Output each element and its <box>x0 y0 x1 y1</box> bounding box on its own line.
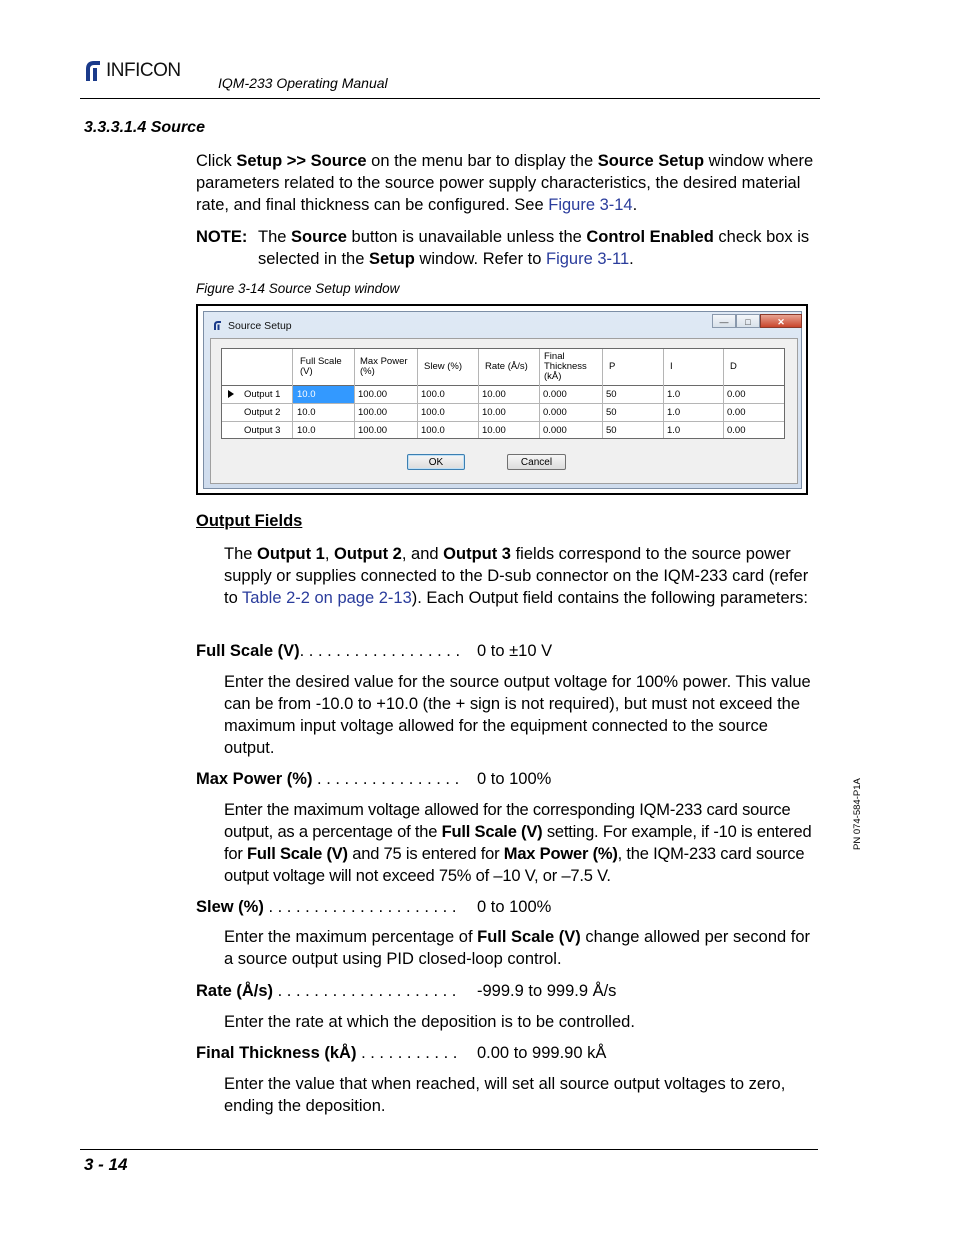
text: The <box>258 228 292 246</box>
bold-text: Output 3 <box>443 545 511 563</box>
column-header[interactable]: D <box>730 360 737 372</box>
column-header[interactable]: I <box>670 360 673 372</box>
param-name: Final Thickness (kÅ) <box>196 1044 357 1062</box>
part-number: PN 074-584-P1A <box>852 778 863 850</box>
menu-path: Setup >> Source <box>236 152 367 170</box>
grid-cell[interactable]: 100.00 <box>358 407 388 418</box>
window-controls <box>712 314 802 330</box>
text: window where parameters related to the source power supply characteristics, the desired material rate, and final thickness can be configured. See <box>196 152 814 214</box>
logo-text: INFICON <box>106 60 181 81</box>
param-final-thickness <box>196 1044 457 1063</box>
grid-cell[interactable]: 50 <box>606 407 617 418</box>
param-range: 0 to 100% <box>477 770 552 788</box>
inficon-logo-mark-icon <box>82 59 104 83</box>
text: on the menu bar to display the <box>366 152 598 170</box>
final-thickness-description: Enter the value that when reached, will set all source output voltages to zero, ending the deposition. <box>224 1075 786 1115</box>
text: , the IQM-233 card source output voltage will not exceed 75% of –10 V, or –7.5 V. <box>224 845 805 885</box>
grid-line <box>417 349 418 438</box>
text: ). Each Output field contains the following parameters: <box>411 589 808 607</box>
bold-text: Output 2 <box>334 545 402 563</box>
param-name: Full Scale (V) <box>196 642 300 660</box>
grid-line <box>602 349 603 438</box>
grid-cell[interactable]: 10.0 <box>297 407 316 418</box>
grid-cell[interactable]: 10.00 <box>482 407 506 418</box>
param-range: 0.00 to 999.90 kÅ <box>477 1044 607 1062</box>
grid-cell[interactable]: 10.00 <box>482 425 506 436</box>
leader-dots: . . . . . . . . . . . . . . . . . . <box>299 642 461 660</box>
grid-cell[interactable]: 0.00 <box>727 407 746 418</box>
bold-text: Control Enabled <box>586 228 714 246</box>
rate-description: Enter the rate at which the deposition is to be controlled. <box>224 1013 635 1031</box>
ok-button[interactable]: OK <box>407 454 465 470</box>
text: . <box>632 196 638 214</box>
grid-line <box>723 349 724 438</box>
bold-text: Source <box>291 228 347 246</box>
grid-cell[interactable]: 10.0 <box>297 425 316 436</box>
text: Enter the maximum percentage of <box>224 928 478 946</box>
note-text <box>258 226 818 270</box>
param-name: Max Power (%) <box>196 770 313 788</box>
row-label: Output 3 <box>244 425 281 436</box>
figure-link[interactable]: Figure 3-14 <box>548 196 633 214</box>
output-fields-paragraph <box>224 543 818 609</box>
grid-cell[interactable]: 50 <box>606 425 617 436</box>
row-label: Output 2 <box>244 407 281 418</box>
param-slew <box>196 898 456 917</box>
column-header[interactable]: Final Thickness (kÅ) <box>544 350 587 382</box>
minimize-icon[interactable]: — <box>712 314 736 328</box>
figure-caption: Figure 3-14 Source Setup window <box>196 281 400 296</box>
bold-text: Full Scale (V) <box>441 823 543 841</box>
grid-cell[interactable]: 10.0 <box>297 389 316 400</box>
current-row-arrow-icon <box>228 390 234 398</box>
inficon-logo <box>82 59 181 83</box>
param-range: 0 to ±10 V <box>477 642 553 660</box>
grid-cell[interactable]: 1.0 <box>667 389 681 400</box>
param-rate <box>196 982 456 1001</box>
section-title: 3.3.3.1.4 Source <box>84 119 205 136</box>
cancel-button[interactable]: Cancel <box>507 454 566 470</box>
grid-line <box>663 349 664 438</box>
text: setting. For example, if -10 is entered for <box>224 823 812 863</box>
grid-cell[interactable]: 100.00 <box>358 425 388 436</box>
column-header[interactable]: Full Scale (V) <box>300 355 342 377</box>
grid-line <box>478 349 479 438</box>
full-scale-description: Enter the desired value for the source output voltage for 100% power. This value can be from -10.0 to +10.0 (the + sign is not required), but must not exceed the maximum input voltage allowed for the equipment connected to the source output. <box>224 673 811 757</box>
grid-line <box>539 349 540 438</box>
leader-dots: . . . . . . . . . . . . . . . . . . . . . <box>268 898 457 916</box>
leader-dots: . . . . . . . . . . . <box>361 1044 458 1062</box>
bold-text: Output 1 <box>257 545 325 563</box>
column-header[interactable]: Slew (%) <box>424 360 463 372</box>
row-label: Output 1 <box>244 389 281 400</box>
grid-cell[interactable]: 50 <box>606 389 617 400</box>
text: change allowed per second for a source output using PID closed-loop control. <box>224 928 811 968</box>
text: button is unavailable unless the <box>346 228 587 246</box>
text: Enter the maximum voltage allowed for the corresponding IQM-233 card source output, as a percentage of the <box>224 801 791 841</box>
text: , and <box>401 545 444 563</box>
grid-cell[interactable]: 0.00 <box>727 425 746 436</box>
grid-cell[interactable]: 10.00 <box>482 389 506 400</box>
maximize-icon[interactable]: □ <box>736 314 760 328</box>
column-header[interactable]: Max Power (%) <box>360 355 408 377</box>
manual-title: IQM-233 Operating Manual <box>218 75 388 91</box>
grid-cell[interactable]: 0.000 <box>543 407 567 418</box>
page-number: 3 - 14 <box>84 1155 128 1174</box>
max-power-description <box>224 799 818 887</box>
grid-cell[interactable]: 0.000 <box>543 389 567 400</box>
param-range: 0 to 100% <box>477 898 552 916</box>
text: . <box>629 250 634 268</box>
text: window. Refer to <box>414 250 546 268</box>
grid-line <box>354 349 355 438</box>
figure-link[interactable]: Figure 3-11 <box>546 250 630 268</box>
leader-dots: . . . . . . . . . . . . . . . . . . . . <box>277 982 457 1000</box>
column-header[interactable]: Rate (Å/s) <box>485 360 528 372</box>
grid-cell[interactable]: 1.0 <box>667 407 681 418</box>
bold-text: Setup <box>369 250 415 268</box>
param-max-power <box>196 770 459 789</box>
grid-cell[interactable]: 0.00 <box>727 389 746 400</box>
text: The <box>224 545 258 563</box>
footer-divider <box>80 1149 818 1150</box>
param-name: Slew (%) <box>196 898 264 916</box>
param-full-scale <box>196 642 460 661</box>
bold-text: Full Scale (V) <box>477 928 581 946</box>
grid-cell[interactable]: 100.0 <box>421 425 445 436</box>
window-name: Source Setup <box>597 152 705 170</box>
note-label: NOTE: <box>196 228 248 246</box>
column-header[interactable]: P <box>609 360 616 372</box>
param-range: -999.9 to 999.9 Å/s <box>477 982 617 1000</box>
bold-text: Max Power (%) <box>503 845 618 863</box>
output-fields-heading: Output Fields <box>196 512 303 530</box>
grid-cell[interactable]: 100.0 <box>421 407 445 418</box>
window-app-icon <box>212 320 223 331</box>
table-link[interactable]: Table 2-2 on page 2-13 <box>242 589 412 607</box>
grid-cell[interactable]: 0.000 <box>543 425 567 436</box>
close-icon[interactable]: ✕ <box>760 314 802 328</box>
text: fields correspond to the source power supply or supplies connected to the D-sub connector on the IQM-233 card (refer to <box>224 545 809 607</box>
window-title: Source Setup <box>228 320 292 332</box>
slew-description <box>224 926 818 970</box>
text: and 75 is entered for <box>347 845 504 863</box>
grid-cell[interactable]: 100.00 <box>358 389 388 400</box>
intro-paragraph <box>196 150 816 216</box>
param-name: Rate (Å/s) <box>196 982 274 1000</box>
grid-cell[interactable]: 1.0 <box>667 425 681 436</box>
text: , <box>324 545 335 563</box>
text: check box is selected in the <box>258 228 810 268</box>
leader-dots: . . . . . . . . . . . . . . . . <box>317 770 460 788</box>
header-divider <box>80 98 820 99</box>
grid-cell[interactable]: 100.0 <box>421 389 445 400</box>
bold-text: Full Scale (V) <box>247 845 348 863</box>
text: Click <box>196 152 237 170</box>
